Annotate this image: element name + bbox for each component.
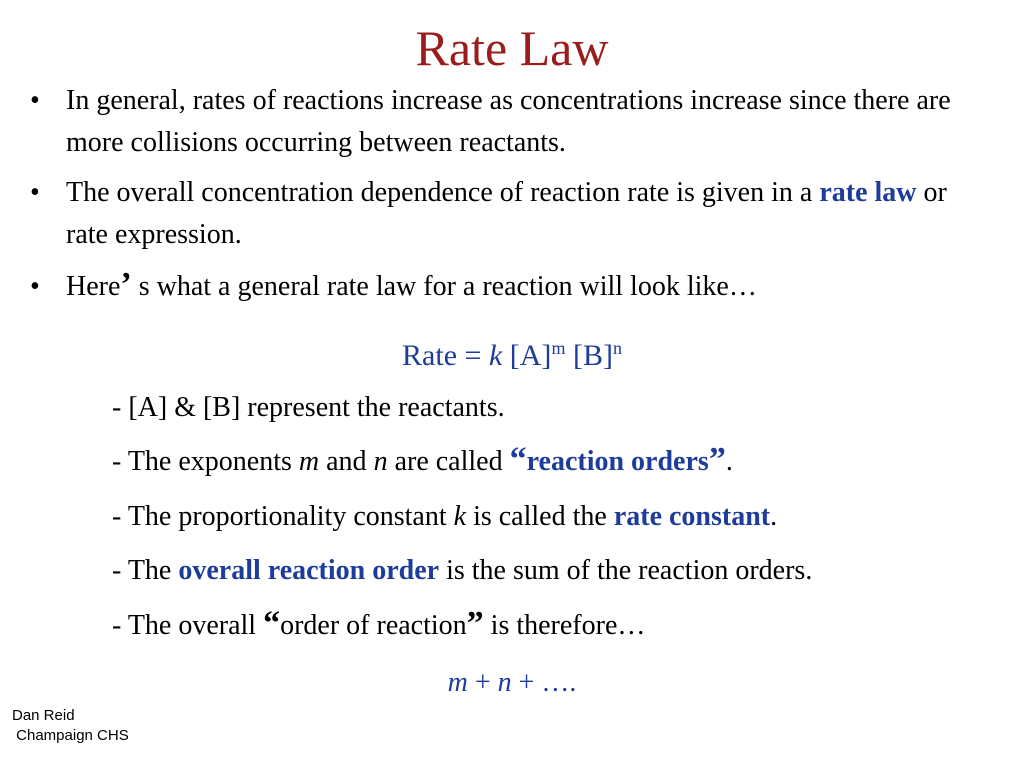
rate-equation [0, 329, 1024, 375]
note-text: - The [112, 555, 179, 586]
footer-school: Champaign CHS [12, 727, 129, 744]
bullet-marker: • [30, 271, 40, 302]
exponent-m-symbol: m [298, 446, 320, 477]
note-text: - The exponents [112, 446, 299, 477]
note-line-4 [112, 553, 1012, 589]
bullet-text: In general, rates of reactions increase as concentrations increase since there are more collisions occurring between reactants. [66, 85, 951, 158]
note-text: - The proportionality constant [112, 501, 454, 532]
sum-m-symbol: m [447, 667, 468, 698]
note-text: . [770, 501, 778, 532]
rate-prefix: Rate = [402, 339, 489, 372]
rate-constant-term: rate constant [613, 501, 771, 532]
note-text: is therefore… [483, 610, 646, 641]
bullet-text-start: Here [66, 271, 121, 302]
bullet-text-end: s what a general rate law for a reaction will look like… [131, 271, 757, 302]
footer-author: Dan Reid [12, 707, 75, 724]
note-text: is called the [466, 501, 614, 532]
note-text: and [319, 446, 374, 477]
close-quote-mark: ” [466, 605, 484, 642]
overall-reaction-order-term: overall reaction order [178, 555, 440, 586]
note-line-2 [112, 441, 1012, 480]
bullet-item-3 [30, 266, 990, 308]
bullet-text-start: The overall concentration dependence of reaction rate is given in a [66, 177, 820, 208]
concentration-a: [A] [502, 339, 552, 372]
slide-footer [12, 706, 129, 746]
note-line-1: - [A] & [B] represent the reactants. [112, 392, 505, 423]
bullet-text [66, 172, 990, 256]
slide-title: Rate Law [415, 20, 609, 76]
sum-n-symbol: n [497, 667, 512, 698]
sum-expression [0, 664, 1024, 702]
close-quote-mark: ” [708, 441, 726, 478]
note-text: order of reaction [280, 610, 467, 641]
concentration-b: [B] [565, 339, 613, 372]
note-text: . [725, 446, 733, 477]
note-text: - The overall [112, 610, 264, 641]
bullet-item-2 [30, 172, 990, 256]
note-text: is the sum of the reaction orders. [439, 555, 813, 586]
rate-constant-symbol: k [488, 339, 503, 372]
rate-law-term: rate law [819, 177, 917, 208]
bullet-marker: • [30, 177, 40, 208]
exponent-n: n [612, 338, 622, 358]
open-quote-mark: “ [263, 605, 281, 642]
note-text: are called [387, 446, 510, 477]
note-line-5 [112, 605, 1012, 644]
rate-constant-k-symbol: k [453, 501, 467, 532]
bullet-marker: • [30, 85, 40, 116]
exponent-m: m [551, 338, 566, 358]
bullet-text [66, 266, 990, 308]
reaction-orders-term: reaction orders [526, 446, 709, 477]
open-quote-mark: “ [509, 441, 527, 478]
bullet-item-1 [30, 80, 990, 164]
note-line-3 [112, 499, 1012, 535]
sum-plus: + [467, 667, 498, 698]
sum-rest: + …. [511, 667, 577, 698]
bullet-text-end: or rate expression. [66, 177, 947, 250]
exponent-n-symbol: n [373, 446, 388, 477]
apostrophe-mark: ’ [120, 266, 132, 303]
